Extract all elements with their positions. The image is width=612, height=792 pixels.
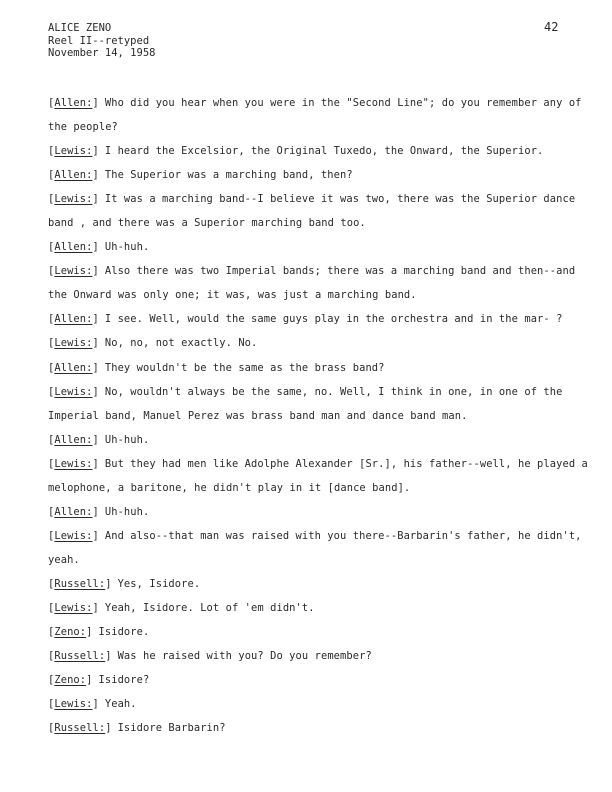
dialogue-turn [48,452,596,500]
dialogue-text: No, wouldn't always be the same, no. Well, I think in one, in one of the Imperial band, Manuel Perez was brass band man and dance band man. [48,385,563,422]
dialogue-turn [48,572,596,596]
dialogue-text: Uh-huh. [104,433,150,446]
dialogue-turn [48,331,596,355]
dialogue-text: Yeah. [104,698,137,711]
header-reel: Reel II--retyped [48,34,150,47]
dialogue-text: Uh-huh. [104,505,150,518]
dialogue-turn [48,91,596,139]
speaker-label: [Allen:] [48,241,99,254]
page-number: 42 [544,20,559,34]
dialogue-turn [48,428,596,452]
speaker-label: [Lewis:] [48,601,99,614]
speaker-label: [Lewis:] [48,145,99,158]
dialogue-turn [48,692,596,716]
speaker-label: [Russell:] [48,577,112,590]
speaker-label: [Allen:] [48,433,99,446]
speaker-label: [Lewis:] [48,529,99,542]
speaker-label: [Zeno:] [48,674,93,687]
dialogue-turn [48,187,596,235]
dialogue-text: I see. Well, would the same guys play in the orchestra and in the mar- ? [104,313,563,326]
dialogue-turn [48,380,596,428]
dialogue-turn [48,644,596,668]
dialogue-text: Isidore. [98,626,150,639]
dialogue-text: And also--that man was raised with you there--Barbarin's father, he didn't, yeah. [48,529,582,566]
dialogue-turn [48,235,596,259]
speaker-label: [Allen:] [48,313,99,326]
speaker-label: [Lewis:] [48,385,99,398]
speaker-label: [Lewis:] [48,193,99,206]
dialogue-text: Who did you hear when you were in the "Second Line"; do you remember any of the people? [48,97,582,134]
speaker-label: [Allen:] [48,361,99,374]
speaker-label: [Russell:] [48,722,112,735]
dialogue-turn [48,163,596,187]
dialogue-text: Also there was two Imperial bands; there was a marching band and then--and the Onward was only one; it was, was just a marching band. [48,265,576,302]
speaker-label: [Zeno:] [48,626,93,639]
dialogue-text: No, no, not exactly. No. [104,337,258,350]
header-date: November 14, 1958 [48,47,156,59]
dialogue-text: Uh-huh. [104,241,150,254]
dialogue-text: It was a marching band--I believe it was two, there was the Superior dance band , and there was a Superior marching band too. [48,193,576,230]
dialogue-turn [48,620,596,644]
transcript-body [48,91,596,740]
dialogue-text: Isidore Barbarin? [117,722,226,735]
speaker-label: [Lewis:] [48,337,99,350]
dialogue-turn [48,307,596,331]
dialogue-text: Was he raised with you? Do you remember? [117,650,372,663]
dialogue-turn [48,668,596,692]
dialogue-text: Isidore? [98,674,150,687]
speaker-label: [Lewis:] [48,265,99,278]
speaker-label: [Lewis:] [48,698,99,711]
dialogue-turn [48,596,596,620]
dialogue-turn [48,356,596,380]
speaker-label: [Lewis:] [48,457,99,470]
speaker-label: [Russell:] [48,650,112,663]
dialogue-text: Yes, Isidore. [117,577,201,590]
speaker-label: [Allen:] [48,97,99,109]
dialogue-turn [48,524,596,572]
document-header [48,22,155,60]
dialogue-text: But they had men like Adolphe Alexander [Sr.], his father--well, he played a melophone, a baritone, he didn't play in it [dance band]. [48,457,588,494]
speaker-label: [Allen:] [48,169,99,182]
dialogue-text: They wouldn't be the same as the brass band? [104,361,385,374]
dialogue-text: The Superior was a marching band, then? [104,169,353,182]
dialogue-text: Yeah, Isidore. Lot of 'em didn't. [104,601,315,614]
dialogue-text: I heard the Excelsior, the Original Tuxedo, the Onward, the Superior. [104,145,544,158]
dialogue-turn [48,259,596,307]
speaker-label: [Allen:] [48,505,99,518]
dialogue-turn [48,139,596,163]
header-title: ALICE ZENO [48,22,112,34]
dialogue-turn [48,716,596,740]
dialogue-turn [48,500,596,524]
